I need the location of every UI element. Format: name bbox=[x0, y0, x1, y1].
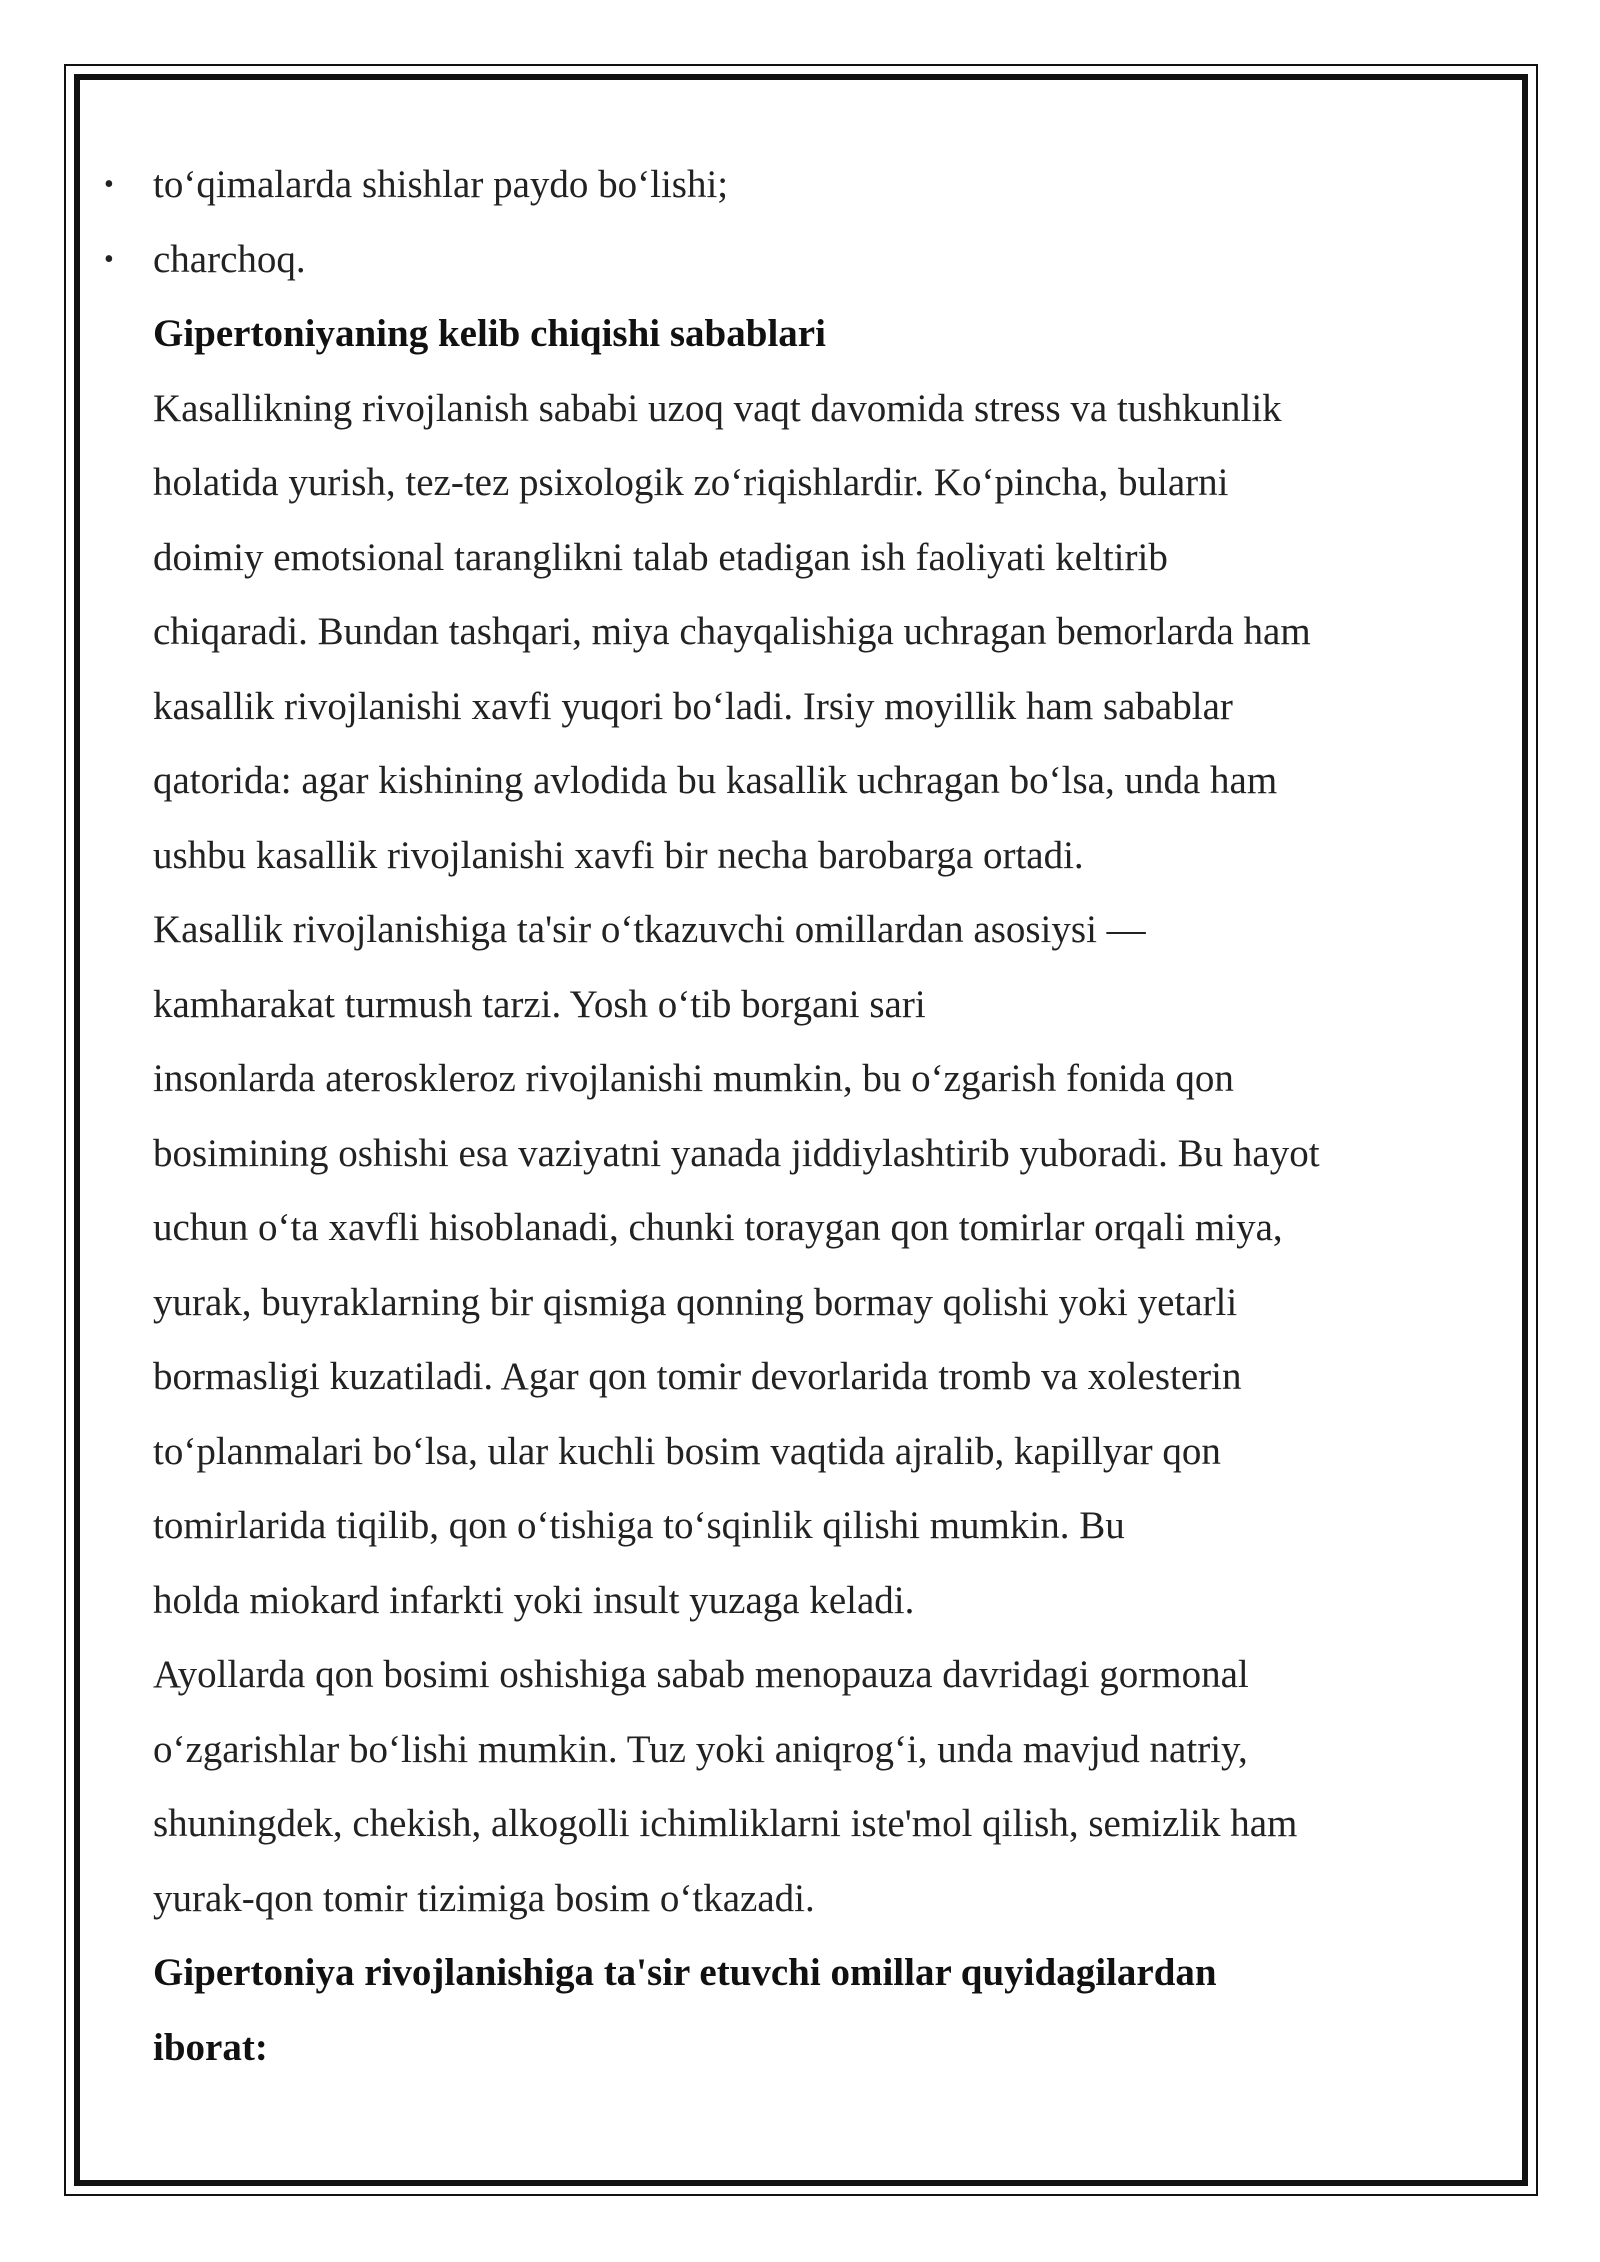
paragraph-line: yurak, buyraklarning bir qismiga qonning bormay qolishi yoki yetarli bbox=[153, 1280, 1238, 1324]
paragraph-women bbox=[153, 1638, 1453, 1936]
document-body bbox=[104, 148, 1453, 2085]
paragraph-line: chiqaradi. Bundan tashqari, miya chayqalishiga uchragan bemorlarda ham bbox=[153, 610, 1311, 653]
section-heading-factors bbox=[153, 1936, 1453, 2085]
paragraph-line: holda miokard infarkti yoki insult yuzaga keladi. bbox=[153, 1578, 915, 1622]
paragraph-line: Kasallikning rivojlanish sababi uzoq vaqt davomida stress va tushkunlik bbox=[153, 386, 1282, 430]
bullet-icon: • bbox=[104, 169, 114, 200]
list-item-text: to‘qimalarda shishlar paydo bo‘lishi; bbox=[153, 163, 729, 206]
paragraph-line: kamharakat turmush tarzi. Yosh o‘tib borgani sari bbox=[153, 982, 926, 1026]
paragraph-line: Kasallik rivojlanishiga ta'sir o‘tkazuvchi omillardan asosiysi — bbox=[153, 908, 1146, 951]
paragraph-line: ushbu kasallik rivojlanishi xavfi bir necha barobarga ortadi. bbox=[153, 833, 1084, 877]
paragraph-line: doimiy emotsional taranglikni talab etadigan ish faoliyati keltirib bbox=[153, 535, 1168, 579]
paragraph-line: bosimining oshishi esa vaziyatni yanada jiddiylashtirib yuboradi. Bu hayot bbox=[153, 1131, 1320, 1175]
paragraph-line: qatorida: agar kishining avlodida bu kasallik uchragan bo‘lsa, unda ham bbox=[153, 759, 1278, 802]
list-item-text: charchoq. bbox=[153, 237, 306, 281]
paragraph-line: insonlarda ateroskleroz rivojlanishi mumkin, bu o‘zgarish fonida qon bbox=[153, 1057, 1234, 1100]
paragraph-line: Ayollarda qon bosimi oshishiga sabab menopauza davridagi gormonal bbox=[153, 1653, 1249, 1696]
paragraph-line: to‘planmalari bo‘lsa, ular kuchli bosim vaqtida ajralib, kapillyar qon bbox=[153, 1429, 1221, 1473]
heading-line: iborat: bbox=[153, 2025, 268, 2069]
paragraph-line: bormasligi kuzatiladi. Agar qon tomir devorlarida tromb va xolesterin bbox=[153, 1355, 1242, 1398]
section-heading-causes: Gipertoniyaning kelib chiqishi sabablari bbox=[153, 312, 826, 355]
heading-line: Gipertoniya rivojlanishiga ta'sir etuvchi omillar quyidagilardan bbox=[153, 1951, 1217, 1994]
paragraph-line: o‘zgarishlar bo‘lishi mumkin. Tuz yoki aniqrog‘i, unda mavjud natriy, bbox=[153, 1727, 1248, 1771]
paragraph-line: yurak-qon tomir tizimiga bosim o‘tkazadi. bbox=[153, 1876, 815, 1920]
list-item bbox=[104, 148, 1453, 223]
paragraph-line: tomirlarida tiqilib, qon o‘tishiga to‘sqinlik qilishi mumkin. Bu bbox=[153, 1504, 1125, 1547]
symptom-list bbox=[104, 148, 1453, 297]
paragraph-line: holatida yurish, tez-tez psixologik zo‘riqishlardir. Ko‘pincha, bularni bbox=[153, 461, 1229, 504]
paragraph-lifestyle bbox=[153, 893, 1453, 1638]
paragraph-line: shuningdek, chekish, alkogolli ichimliklarni iste'mol qilish, semizlik ham bbox=[153, 1802, 1298, 1845]
paragraph-line: kasallik rivojlanishi xavfi yuqori bo‘ladi. Irsiy moyillik ham sabablar bbox=[153, 684, 1233, 728]
list-item bbox=[104, 223, 1453, 298]
paragraph-line: uchun o‘ta xavfli hisoblanadi, chunki toraygan qon tomirlar orqali miya, bbox=[153, 1206, 1283, 1249]
paragraph-causes bbox=[153, 372, 1453, 894]
bullet-icon: • bbox=[104, 243, 114, 275]
